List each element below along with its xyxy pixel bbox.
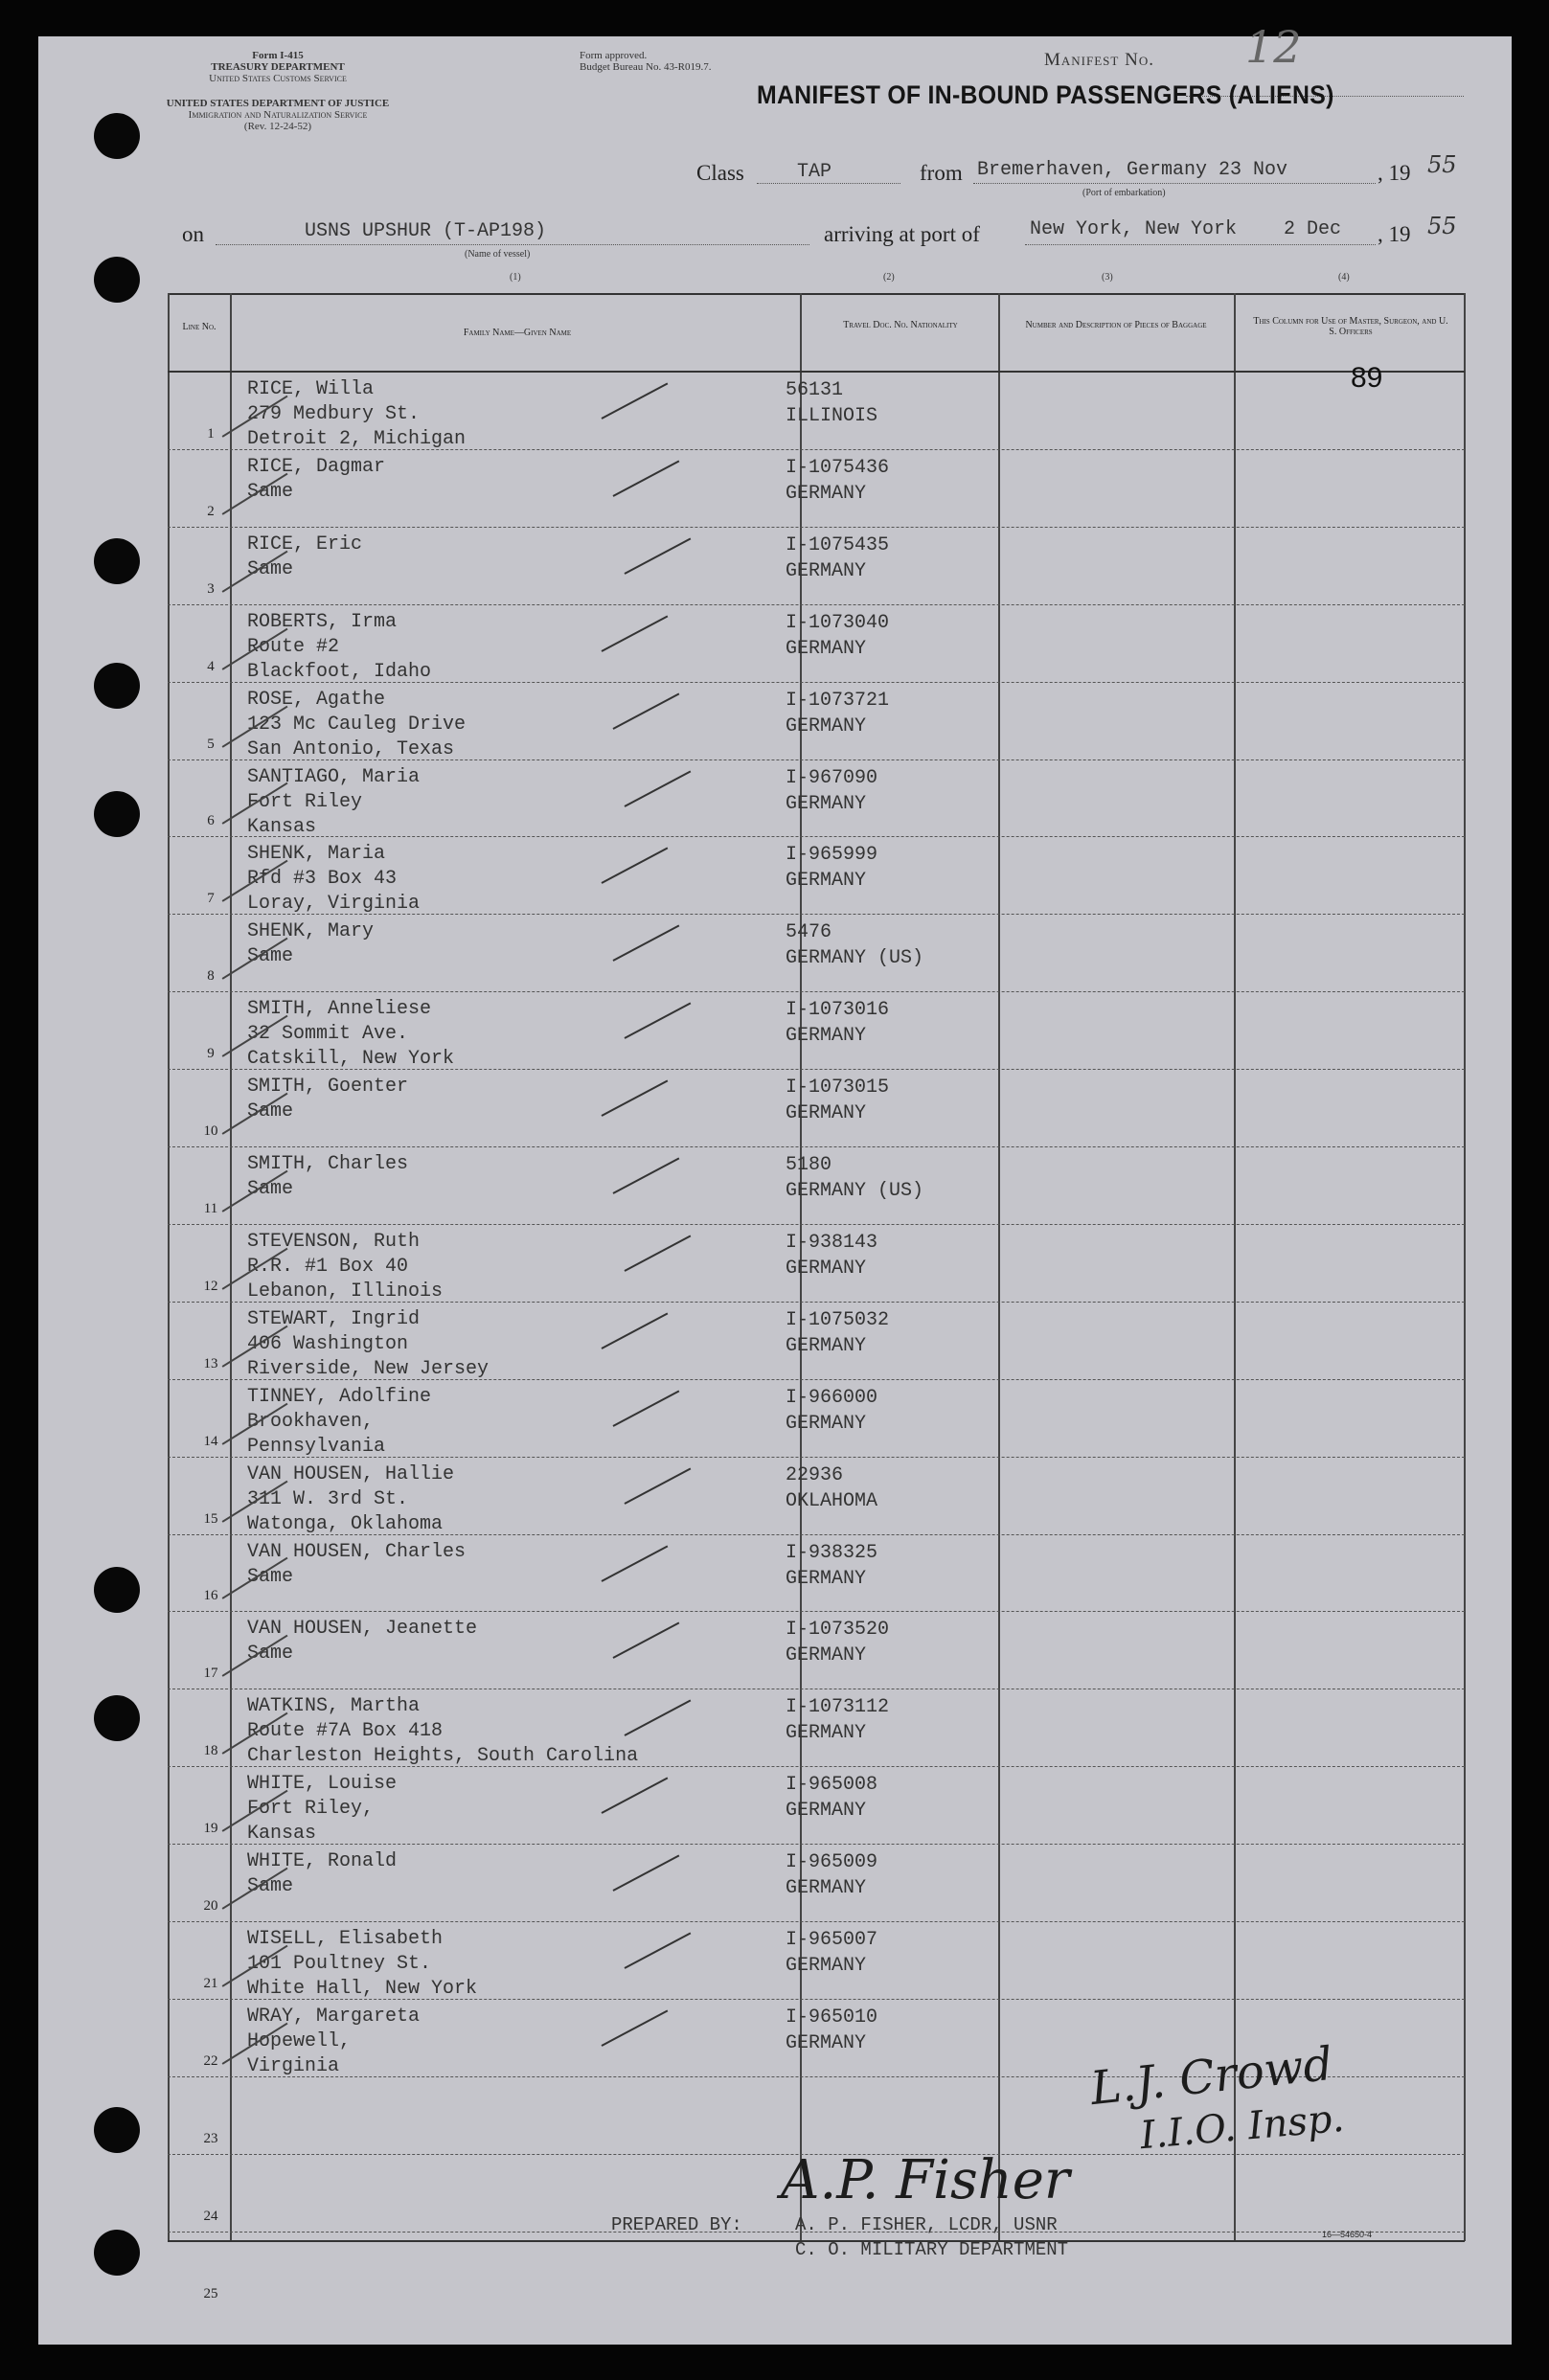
line-number: 10 (203, 1123, 218, 1139)
preparer-signature: A.P. Fisher (781, 2149, 1070, 2211)
header-line-no: Line No. (182, 322, 216, 332)
ins-label: Immigration and Naturalization Service (188, 109, 368, 121)
travel-doc: 5476 GERMANY (US) (786, 921, 924, 970)
passenger-name: SHENK, Maria Rfd #3 Box 43 Loray, Virginia (247, 843, 421, 916)
passenger-name: SMITH, Goenter Same (247, 1076, 409, 1123)
arrival-underline (1025, 244, 1376, 245)
line-number: 25 (203, 2285, 218, 2301)
punch-hole (94, 538, 140, 584)
travel-doc: I-1075435 GERMANY (786, 533, 890, 582)
passenger-name: WHITE, Ronald Same (247, 1850, 398, 1898)
passenger-name: RICE, Eric Same (247, 533, 363, 580)
line-number: 12 (203, 1278, 218, 1294)
punch-hole (94, 1695, 140, 1741)
punch-hole (94, 2230, 140, 2276)
arrival-date: 2 Dec (1284, 218, 1342, 240)
line-number: 15 (203, 1510, 218, 1527)
form-code: 16—54650-4 (1322, 2230, 1373, 2239)
travel-doc: I-1073040 GERMANY (786, 611, 890, 660)
line-number: 24 (203, 2208, 218, 2224)
punch-hole (94, 257, 140, 303)
passenger-name: WRAY, Margareta Hopewell, Virginia (247, 2005, 421, 2077)
table-border-left (168, 293, 170, 2241)
class-value: TAP (797, 161, 832, 183)
travel-doc: I-965009 GERMANY (786, 1851, 878, 1900)
on-label: on (182, 222, 204, 246)
arrival-year: 55 (1427, 213, 1457, 239)
travel-doc: I-966000 GERMANY (786, 1386, 878, 1435)
form-number: Form I-415 (252, 50, 304, 61)
manifest-number-label: Manifest No. (1044, 50, 1154, 70)
row-divider (168, 1146, 1465, 1147)
passenger-name: WISELL, Elisabeth 101 Poultney St. White Hall, New York (247, 1928, 478, 2000)
row-divider (168, 1224, 1465, 1225)
punch-hole (94, 791, 140, 837)
passenger-name: ROSE, Agathe 123 Mc Cauleg Drive San Antonio, Texas (247, 688, 467, 760)
line-number: 14 (203, 1433, 218, 1449)
travel-doc: I-1075032 GERMANY (786, 1308, 890, 1357)
treasury-label: TREASURY DEPARTMENT (211, 61, 345, 73)
travel-doc: I-1075436 GERMANY (786, 456, 890, 505)
row-divider (168, 1611, 1465, 1612)
page-title: MANIFEST OF IN-BOUND PASSENGERS (ALIENS) (757, 80, 1334, 109)
preparer-name: A. P. FISHER, LCDR, USNR (795, 2214, 1058, 2235)
passenger-name: ROBERTS, Irma Route #2 Blackfoot, Idaho (247, 610, 432, 683)
embark-port-value: Bremerhaven, Germany 23 Nov (977, 159, 1288, 181)
travel-doc: 56131 ILLINOIS (786, 379, 878, 427)
travel-doc: 22936 OKLAHOMA (786, 1463, 878, 1512)
line-number: 20 (203, 1898, 218, 1914)
header-officer: This Column for Use of Master, Surgeon, and U. S. Officers (1253, 316, 1448, 337)
vessel-caption: (Name of vessel) (465, 249, 531, 260)
form-agency-block (105, 50, 450, 132)
punch-hole (94, 1567, 140, 1613)
travel-doc: I-1073112 GERMANY (786, 1696, 890, 1745)
passenger-name: WHITE, Louise Fort Riley, Kansas (247, 1773, 398, 1846)
revision-label: (Rev. 12-24-52) (243, 121, 312, 132)
table-border-right (1464, 293, 1466, 2241)
passenger-name: SMITH, Charles Same (247, 1153, 409, 1200)
budget-block (580, 50, 711, 73)
col4-number: (4) (1338, 272, 1350, 283)
prepared-by-label: PREPARED BY: (611, 2214, 742, 2235)
manifest-number-value: 12 (1245, 21, 1302, 73)
travel-doc: I-938325 GERMANY (786, 1541, 878, 1590)
passenger-name: TINNEY, Adolfine Brookhaven, Pennsylvania (247, 1385, 432, 1458)
passenger-name: SMITH, Anneliese Sommit Ave. Catskill, New York (247, 998, 455, 1071)
col3-number: (3) (1102, 272, 1113, 283)
row-divider (168, 1921, 1465, 1922)
officer-mark: 89 (1351, 362, 1383, 394)
preparer-department: C. O. MILITARY DEPARTMENT (795, 2239, 1069, 2260)
travel-doc: 5180 GERMANY (US) (786, 1154, 924, 1202)
from-underline (973, 183, 1376, 184)
class-underline (757, 183, 900, 184)
line-number: 17 (203, 1666, 218, 1682)
line-number: 18 (203, 1743, 218, 1759)
class-label: Class (696, 161, 744, 185)
vessel-name: USNS UPSHUR (T-AP198) (305, 220, 547, 242)
line-number: 4 (207, 658, 215, 674)
passenger-name: VAN HOUSEN, Hallie 311 W. 3rd St. Watonga, Oklahoma (247, 1462, 455, 1535)
arriving-label: arriving at port of (824, 222, 980, 246)
travel-doc: I-967090 GERMANY (786, 766, 878, 815)
from-year: 55 (1427, 151, 1457, 178)
budget-bureau: Budget Bureau No. 43-R019.7. (580, 61, 712, 73)
header-name: Family Name—Given Name (463, 328, 572, 338)
from-year-prefix: , 19 (1378, 161, 1411, 185)
vessel-underline (216, 244, 809, 245)
form-approved: Form approved. (580, 50, 648, 61)
line-number: 21 (203, 1975, 218, 1991)
travel-doc: I-965010 GERMANY (786, 2006, 878, 2054)
passenger-name: SHENK, Mary Same (247, 920, 375, 968)
punch-hole (94, 663, 140, 709)
customs-label: United States Customs Service (209, 73, 347, 84)
col-divider-doc (998, 293, 1000, 2241)
row-divider (168, 604, 1465, 605)
line-number: 11 (203, 1200, 218, 1216)
row-divider (168, 991, 1465, 992)
line-number: 7 (207, 891, 215, 907)
officer-title-signature: I.I.O. Insp. (1138, 2096, 1346, 2159)
col1-number: (1) (510, 272, 521, 283)
travel-doc: I-1073520 GERMANY (786, 1619, 890, 1667)
header-rule (168, 371, 1465, 373)
travel-doc: I-965008 GERMANY (786, 1774, 878, 1823)
col2-number: (2) (883, 272, 895, 283)
arrival-port: New York, New York (1030, 218, 1238, 240)
punch-hole (94, 2107, 140, 2153)
travel-doc: I-1073016 GERMANY (786, 999, 890, 1048)
line-number: 2 (207, 503, 215, 519)
officer-signature: L.J. Crowd (1087, 2036, 1335, 2117)
passenger-name: WATKINS, Martha Route #7A Box 418 Charleston Heights, South Carolina (247, 1695, 639, 1768)
from-label: from (920, 161, 963, 185)
justice-label: UNITED STATES DEPARTMENT OF JUSTICE (166, 98, 390, 109)
port-embark-caption: (Port of embarkation) (1082, 188, 1166, 198)
header-doc: Travel Doc. No. Nationality (843, 320, 958, 330)
travel-doc: I-965999 GERMANY (786, 844, 878, 893)
col-divider-baggage (1234, 293, 1236, 2241)
passenger-name: VAN HOUSEN, Jeanette Same (247, 1618, 478, 1666)
line-number: 9 (207, 1046, 215, 1062)
arrival-year-prefix: , 19 (1378, 222, 1411, 246)
passenger-name: STEVENSON, Ruth R.R. #1 Box 40 Lebanon, Illinois (247, 1230, 444, 1303)
line-number: 5 (207, 736, 215, 752)
passenger-name: RICE, Willa 279 Medbury St. Detroit 2, Michigan (247, 378, 467, 450)
line-number: 22 (203, 2052, 218, 2069)
line-number: 23 (203, 2130, 218, 2146)
travel-doc: I-965007 GERMANY (786, 1929, 878, 1977)
passenger-name: VAN HOUSEN, Charles Same (247, 1540, 467, 1588)
line-number: 1 (207, 425, 215, 442)
row-divider (168, 527, 1465, 528)
header-baggage: Number and Description of Pieces of Baggage (1025, 320, 1207, 330)
passenger-name: STEWART, Ingrid 406 Washington Riverside, New Jersey (247, 1307, 490, 1380)
travel-doc: I-938143 GERMANY (786, 1231, 878, 1280)
travel-doc: I-1073015 GERMANY (786, 1077, 890, 1125)
line-number: 16 (203, 1588, 218, 1604)
line-number: 8 (207, 968, 215, 985)
line-number: 13 (203, 1355, 218, 1371)
line-number: 6 (207, 813, 215, 829)
line-number: 3 (207, 580, 215, 597)
travel-doc: I-1073721 GERMANY (786, 689, 890, 737)
passenger-name: RICE, Dagmar Same (247, 455, 386, 503)
passenger-name: SANTIAGO, Maria Fort Riley Kansas (247, 765, 421, 838)
line-number: 19 (203, 1821, 218, 1837)
